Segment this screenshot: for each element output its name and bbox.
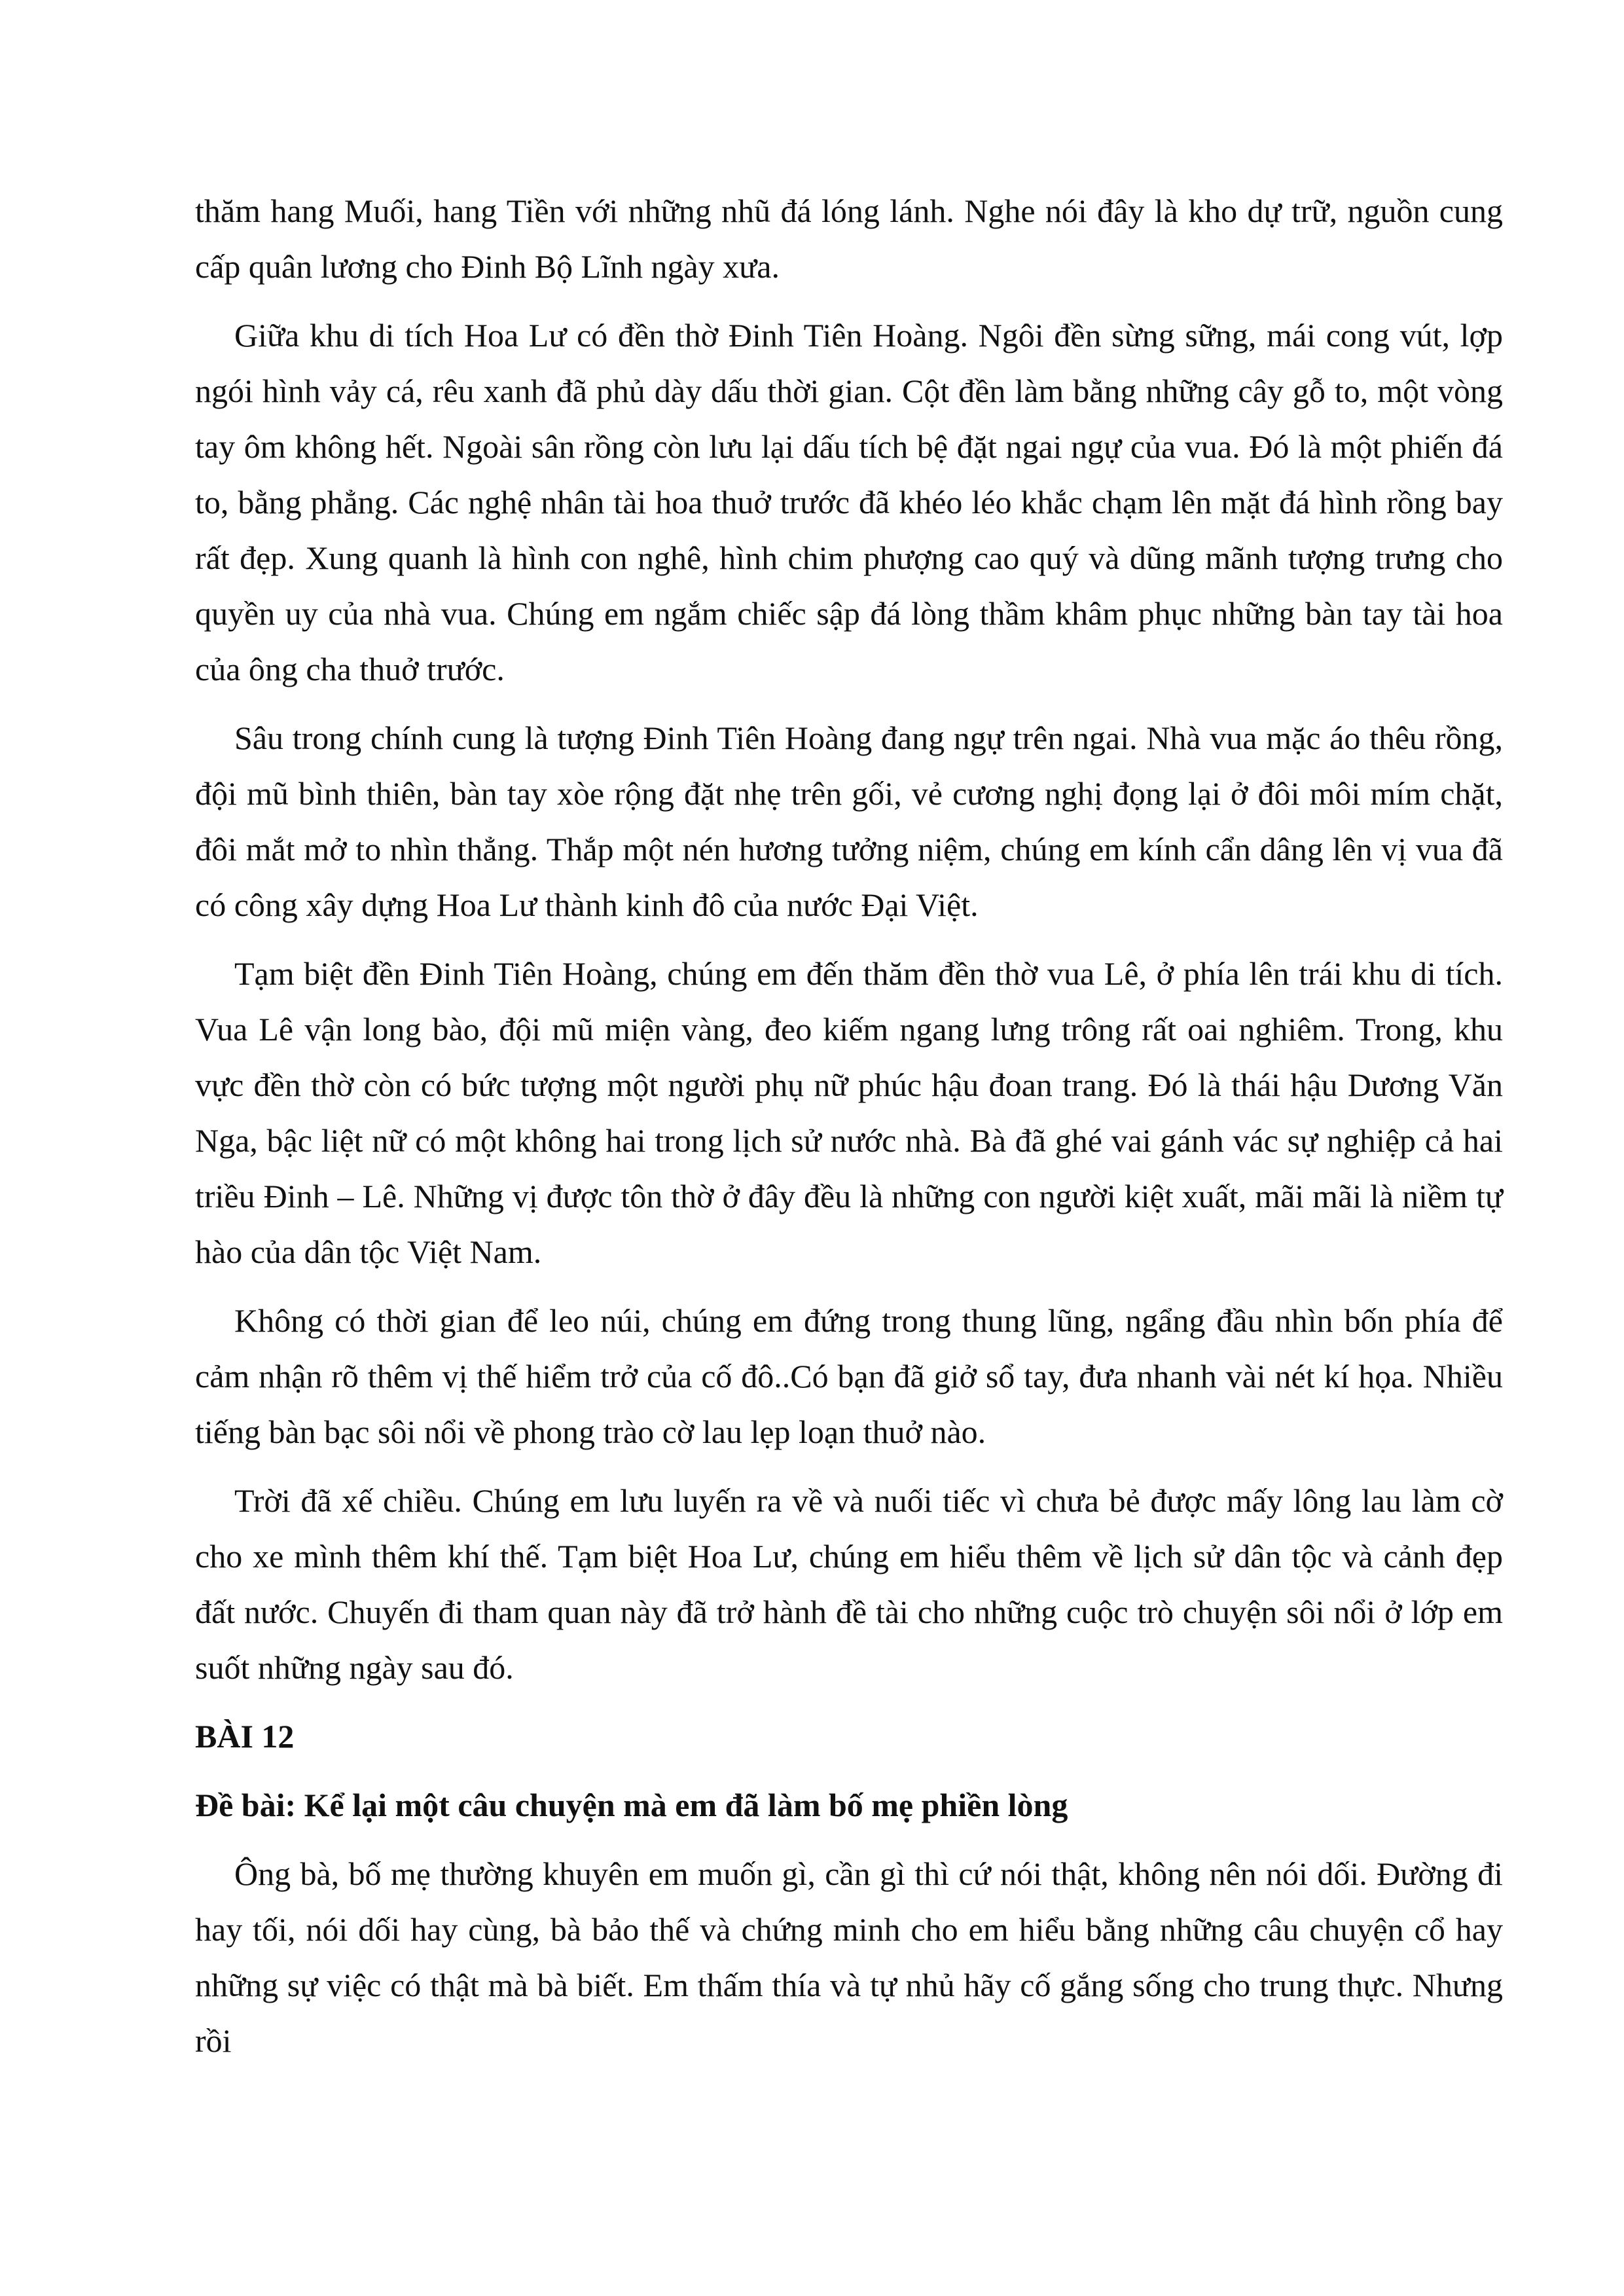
paragraph-den-vua-le: Tạm biệt đền Đinh Tiên Hoàng, chúng em đến thăm đền thờ vua Lê, ở phía lên trái khu di tích. Vua Lê vận long bào, đội mũ miện vàng, đeo kiếm ngang lưng trông rất oai nghiêm. Trong, khu vực đền thờ còn có bức tượng một người phụ nữ phúc hậu đoan trang. Đó là thái hậu Dương Văn Nga, bậc liệt nữ có một không hai trong lịch sử nước nhà. Bà đã ghé vai gánh vác sự nghiệp cả hai triều Đinh – Lê. Những vị được tôn thờ ở đây đều là những con người kiệt xuất, mãi mãi là niềm tự hào của dân tộc Việt Nam. <box>195 955 1503 1270</box>
document-page <box>195 183 1503 2082</box>
paragraph-hang-muoi: thăm hang Muối, hang Tiền với những nhũ đá lóng lánh. Nghe nói đây là kho dự trữ, nguồn cung cấp quân lương cho Đinh Bộ Lĩnh ngày xưa. <box>195 192 1503 285</box>
paragraph-chinh-cung: Sâu trong chính cung là tượng Đinh Tiên Hoàng đang ngự trên ngai. Nhà vua mặc áo thêu rồng, đội mũ bình thiên, bàn tay xòe rộng đặt nhẹ trên gối, vẻ cương nghị đọng lại ở đôi môi mím chặt, đôi mắt mở to nhìn thẳng. Thắp một nén hương tưởng niệm, chúng em kính cẩn dâng lên vị vua đã có công xây dựng Hoa Lư thành kinh đô của nước Đại Việt. <box>195 720 1503 923</box>
paragraph-thung-lung: Không có thời gian để leo núi, chúng em đứng trong thung lũng, ngẩng đầu nhìn bốn phía để cảm nhận rõ thêm vị thế hiểm trở của cố đô..Có bạn đã giở sổ tay, đưa nhanh vài nét kí họa. Nhiều tiếng bàn bạc sôi nổi về phong trào cờ lau lẹp loạn thuở nào. <box>195 1302 1503 1450</box>
paragraph-ong-ba-bo-me: Ông bà, bố mẹ thường khuyên em muốn gì, cần gì thì cứ nói thật, không nên nói dối. Đường đi hay tối, nói dối hay cùng, bà bảo thế và chứng minh cho em hiểu bằng những câu chuyện cổ hay những sự việc có thật mà bà biết. Em thấm thía và tự nhủ hãy cố gắng sống cho trung thực. Nhưng rồi <box>195 1855 1503 2059</box>
lesson-title: BÀI 12 <box>195 1718 295 1755</box>
paragraph-xe-chieu: Trời đã xế chiều. Chúng em lưu luyến ra về và nuối tiếc vì chưa bẻ được mấy lông lau làm cờ cho xe mình thêm khí thế. Tạm biệt Hoa Lư, chúng em hiểu thêm về lịch sử dân tộc và cảnh đẹp đất nước. Chuyến đi tham quan này đã trở hành đề tài cho những cuộc trò chuyện sôi nổi ở lớp em suốt những ngày sau đó. <box>195 1482 1503 1686</box>
assignment-title: Đề bài: Kể lại một câu chuyện mà em đã làm bố mẹ phiền lòng <box>195 1787 1068 1823</box>
paragraph-den-dinh-tien-hoang: Giữa khu di tích Hoa Lư có đền thờ Đinh Tiên Hoàng. Ngôi đền sừng sững, mái cong vút, lợp ngói hình vảy cá, rêu xanh đã phủ dày dấu thời gian. Cột đền làm bằng những cây gỗ to, một vòng tay ôm không hết. Ngoài sân rồng còn lưu lại dấu tích bệ đặt ngai ngự của vua. Đó là một phiến đá to, bằng phẳng. Các nghệ nhân tài hoa thuở trước đã khéo léo khắc chạm lên mặt đá hình rồng bay rất đẹp. Xung quanh là hình con nghê, hình chim phượng cao quý và dũng mãnh tượng trưng cho quyền uy của nhà vua. Chúng em ngắm chiếc sập đá lòng thầm khâm phục những bàn tay tài hoa của ông cha thuở trước. <box>195 317 1503 687</box>
